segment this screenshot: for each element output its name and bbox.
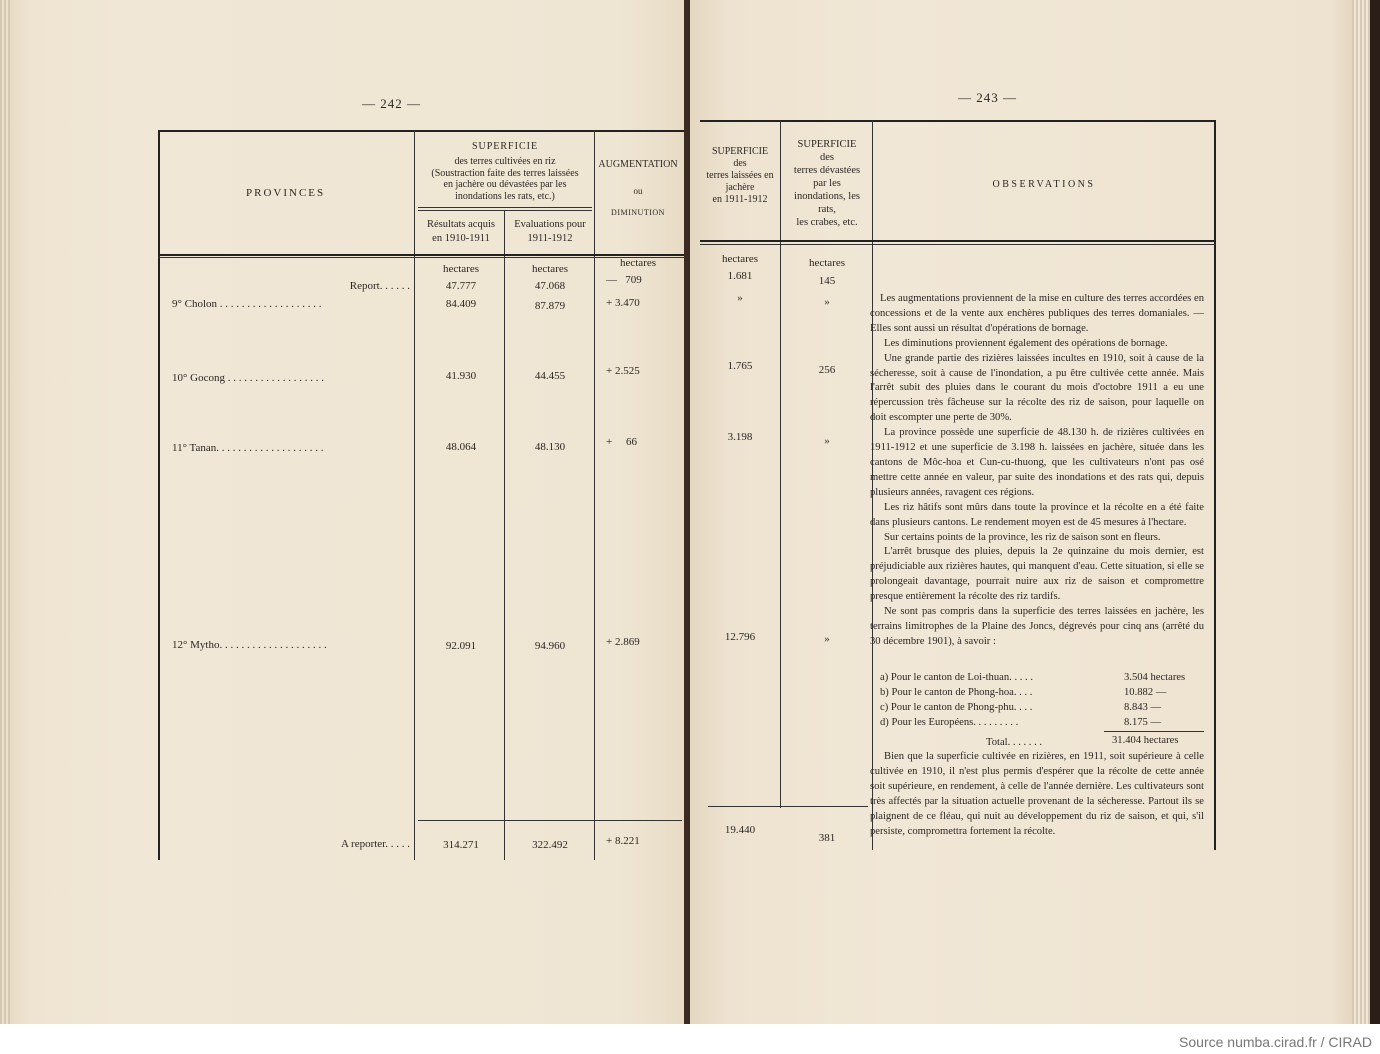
table-top-border	[158, 130, 684, 132]
row-eval: 87.879	[534, 300, 566, 312]
devastees-value: »	[824, 296, 830, 308]
table-left-border	[158, 130, 160, 860]
augmentation-header: AUGMENTATION	[598, 159, 678, 170]
observation-paragraph: Les diminutions proviennent également des opérations de bornage.	[884, 337, 1168, 349]
row-label-mytho: 12° Mytho. . . . . . . . . . . . . . . . . . . .	[172, 639, 327, 651]
devastees-value: 145	[818, 275, 836, 287]
observation-paragraph: Sur certains points de la province, les riz de saison sont en fleurs.	[884, 531, 1161, 543]
devastees-value: 381	[818, 832, 836, 844]
exemption-list	[880, 671, 1210, 731]
page-number-right: — 243 —	[958, 90, 1017, 105]
row-aug: + 3.470	[606, 297, 640, 309]
row-label-gocong: 10° Gocong . . . . . . . . . . . . . . . . . .	[172, 372, 324, 384]
total-divider	[418, 820, 682, 821]
observation-paragraph: Une grande partie des rizières laissées incultes en 1910, soit à cause de la sécheresse, soit à cause de l'inondation, a pu être cultivée cette année. Mais l'arrêt subit des pluies dans le courant du mois d'octobre 1911 a eu une répercussion très fâcheuse sur la récolte des riz de saison, pour laquelle on doit escompter une perte de 30%.	[870, 352, 1204, 424]
jachere-value: 12.796	[724, 631, 756, 643]
unit-devastees: hectares	[808, 257, 846, 269]
list-total-rule	[1104, 731, 1204, 732]
jachere-value: 19.440	[724, 824, 756, 836]
observations-conclusion	[870, 750, 1204, 839]
devastees-value: 256	[818, 364, 836, 376]
row-acquis: 84.409	[445, 298, 477, 310]
list-item: d) Pour les Européens. . . . . . . . . 8.175 —	[880, 716, 1162, 728]
jachere-value: »	[737, 292, 743, 304]
devastees-value: »	[824, 633, 830, 645]
ou-header: ou	[633, 186, 643, 196]
diminution-header: DIMINUTION	[611, 208, 665, 217]
column-divider	[594, 130, 595, 860]
page-number-left: — 242 —	[362, 96, 421, 111]
list-item: c) Pour le canton de Phong-phu. . . . 8.843 —	[880, 701, 1162, 713]
row-eval: 94.960	[534, 640, 566, 652]
column-divider	[780, 120, 781, 808]
observation-paragraph: Les augmentations proviennent de la mise en culture des terres accordées en concessions et de la vente aux enchères publiques des terres domaniales. — Elles sont aussi un résultat d'opérations de bornage.	[870, 293, 1204, 334]
row-label-report: Report. . . . . .	[349, 280, 410, 292]
row-aug: + 2.869	[606, 636, 640, 648]
observation-paragraph: La province possède une superficie de 48.130 h. de rizières cultivées en 1911-1912 et une superficie de 3.198 h. laissées en jachère, située dans les cantons de Môc-hoa et Cun-cu-thuong, que les cultivateurs n'ont pas osé mettre cette année en valeur, par suite des inondations et des rats qui, depuis plusieurs années, ravagent ces régions.	[870, 427, 1204, 498]
jachere-header: SUPERFICIE des terres laissées en jachère en 1911-1912	[706, 146, 774, 205]
header-bottom-border	[700, 244, 1216, 245]
row-aug: + 2.525	[606, 365, 640, 377]
list-item: b) Pour le canton de Phong-hoa. . . . 10.882 —	[880, 686, 1167, 698]
row-label-cholon: 9° Cholon . . . . . . . . . . . . . . . . . . .	[172, 298, 322, 310]
observation-paragraph: Les riz hâtifs sont mûrs dans toute la province et la récolte en a été faite dans plusieurs cantons. Le rendement moyen est de 45 mesures à l'hectare.	[870, 501, 1204, 528]
row-acquis: 41.930	[445, 370, 477, 382]
observations-header: OBSERVATIONS	[992, 179, 1096, 190]
row-eval: 48.130	[534, 441, 566, 453]
list-total-label: Total. . . . . . .	[986, 737, 1043, 748]
provinces-header: PROVINCES	[246, 187, 326, 199]
row-aug: + 66	[606, 436, 637, 448]
column-divider	[504, 210, 505, 860]
col-acquis-header: Résultats acquis en 1910-1911	[427, 219, 495, 244]
header-bottom-border	[700, 240, 1216, 242]
row-acquis: 47.777	[445, 280, 477, 292]
column-divider	[414, 130, 415, 860]
table-top-border	[700, 120, 1216, 122]
list-total-value: 31.404 hectares	[1112, 735, 1179, 746]
row-eval: 44.455	[534, 370, 566, 382]
header-divider	[418, 207, 592, 208]
col-eval-header: Evaluations pour 1911-1912	[514, 219, 586, 244]
row-label-a-reporter: A reporter. . . . .	[340, 838, 410, 850]
row-acquis: 92.091	[445, 640, 477, 652]
observation-paragraph: Bien que la superficie cultivée en rizières, en 1911, soit supérieure à celle cultivée en 1910, il n'est plus permis d'espérer que la récolte de cette année soit supérieure, en rendement, à celle de l'année dernière. Les cultivateurs sont très affectés par la situation actuelle provenant de la sécheresse. Partout ils se plaignent de ce fléau, qui nuit au développement du riz de saison, et qui, s'il persiste, compromettra fortement la récolte.	[870, 751, 1204, 837]
row-aug: + 8.221	[606, 835, 640, 847]
observation-paragraph: Ne sont pas compris dans la superficie des terres laissées en jachère, les terrains limitrophes de la Plaine des Joncs, dégrevés pour cinq ans (arrêté du 30 décembre 1901), à savoir :	[870, 606, 1204, 647]
superficie-header: SUPERFICIE	[471, 141, 539, 152]
superficie-sub-header: des terres cultivées en riz (Soustraction faite des terres laissées en jachère ou dévastées par les inondations les rats, etc.)	[431, 156, 579, 202]
devastees-value: »	[824, 435, 830, 447]
row-acquis: 314.271	[443, 839, 479, 851]
devastees-header: SUPERFICIE des terres dévastées par les inondations, les rats, les crabes, etc.	[793, 139, 861, 228]
row-eval: 47.068	[534, 280, 566, 292]
unit-aug: hectares	[619, 257, 657, 269]
unit-eval: hectares	[531, 263, 569, 275]
unit-acquis: hectares	[442, 263, 480, 275]
header-divider	[418, 210, 592, 211]
jachere-value: 1.765	[727, 360, 753, 372]
total-divider	[708, 806, 868, 807]
table-right-border	[1214, 120, 1216, 850]
observation-paragraph: L'arrêt brusque des pluies, depuis la 2e quinzaine du mois dernier, est préjudiciable aux rizières hautes, qui manquent d'eau. Cette situation, si elle se prolongeait davantage, pourrait nuire aux riz de saison et compromettre presque entièrement la récolte des riz tardifs.	[870, 546, 1204, 603]
unit-jachere: hectares	[721, 253, 759, 265]
page-edge-right	[1352, 0, 1370, 1024]
observations-text	[870, 292, 1204, 650]
row-aug: — 709	[606, 274, 642, 286]
page-edge-left	[0, 0, 10, 1024]
row-acquis: 48.064	[445, 441, 477, 453]
row-label-tanan: 11° Tanan. . . . . . . . . . . . . . . . . . . .	[172, 442, 324, 454]
source-credit: Source numba.cirad.fr / CIRAD	[1179, 1034, 1372, 1050]
jachere-value: 1.681	[727, 270, 753, 282]
list-item: a) Pour le canton de Loi-thuan. . . . . 3.504 hectares	[880, 672, 1186, 683]
jachere-value: 3.198	[727, 431, 753, 443]
row-eval: 322.492	[532, 839, 568, 851]
